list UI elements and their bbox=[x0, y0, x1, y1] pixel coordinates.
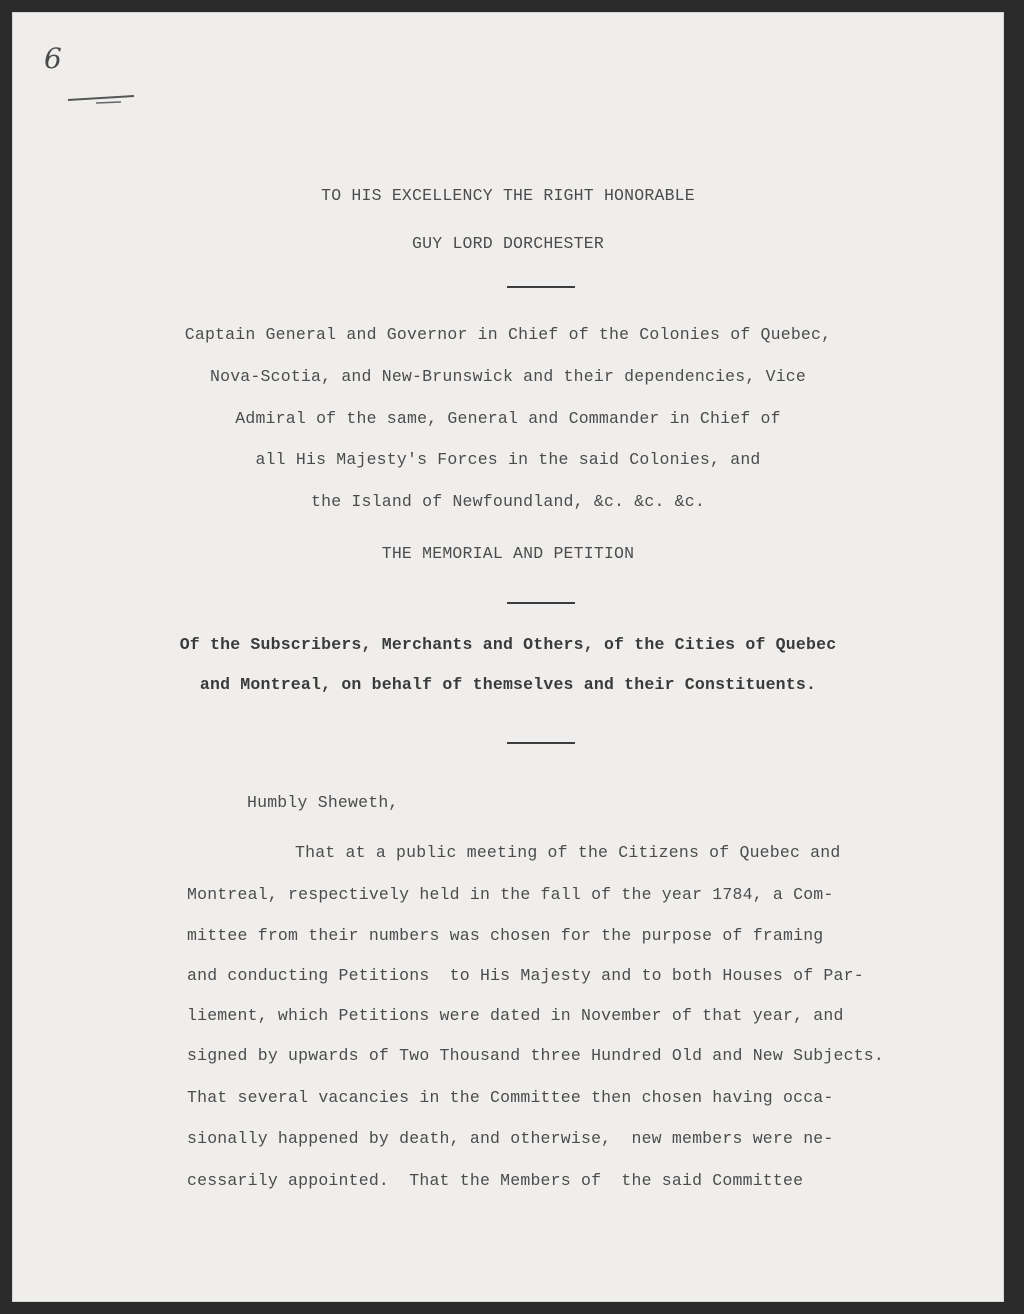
subscribers-line: Of the Subscribers, Merchants and Others, of the Cities of Quebec bbox=[179, 635, 837, 654]
salutation: Humbly Sheweth, bbox=[247, 793, 399, 812]
body-line: signed by upwards of Two Thousand three Hundred Old and New Subjects. bbox=[187, 1046, 885, 1065]
body-line: Montreal, respectively held in the fall of the year 1784, a Com- bbox=[187, 885, 834, 904]
divider-rule bbox=[507, 286, 575, 288]
body-line: That several vacancies in the Committee then chosen having occa- bbox=[187, 1088, 834, 1107]
title-line: the Island of Newfoundland, &c. &c. &c. bbox=[311, 492, 705, 511]
body-line: and conducting Petitions to His Majesty and to both Houses of Par- bbox=[187, 966, 864, 985]
title-line: Captain General and Governor in Chief of the Colonies of Quebec, bbox=[184, 325, 832, 344]
divider-rule bbox=[507, 602, 575, 604]
title-line: Admiral of the same, General and Commander in Chief of bbox=[235, 409, 781, 428]
divider-rule bbox=[507, 742, 575, 744]
body-line: That at a public meeting of the Citizens of Quebec and bbox=[295, 843, 841, 862]
heading-line-1: TO HIS EXCELLENCY THE RIGHT HONORABLE bbox=[321, 186, 695, 205]
page-number: 6 bbox=[44, 42, 62, 75]
document-page bbox=[12, 12, 1004, 1302]
body-line: mittee from their numbers was chosen for the purpose of framing bbox=[187, 926, 824, 945]
body-line: cessarily appointed. That the Members of the said Committee bbox=[187, 1171, 804, 1190]
body-line: liement, which Petitions were dated in November of that year, and bbox=[187, 1006, 844, 1025]
pencil-mark-icon bbox=[66, 90, 136, 110]
title-line: Nova-Scotia, and New-Brunswick and their dependencies, Vice bbox=[210, 367, 806, 386]
body-line: sionally happened by death, and otherwise, new members were ne- bbox=[187, 1129, 834, 1148]
heading-line-2: GUY LORD DORCHESTER bbox=[412, 234, 604, 253]
title-line: all His Majesty's Forces in the said Colonies, and bbox=[255, 450, 761, 469]
memorial-title: THE MEMORIAL AND PETITION bbox=[381, 544, 635, 563]
subscribers-line: and Montreal, on behalf of themselves and their Constituents. bbox=[199, 675, 817, 694]
